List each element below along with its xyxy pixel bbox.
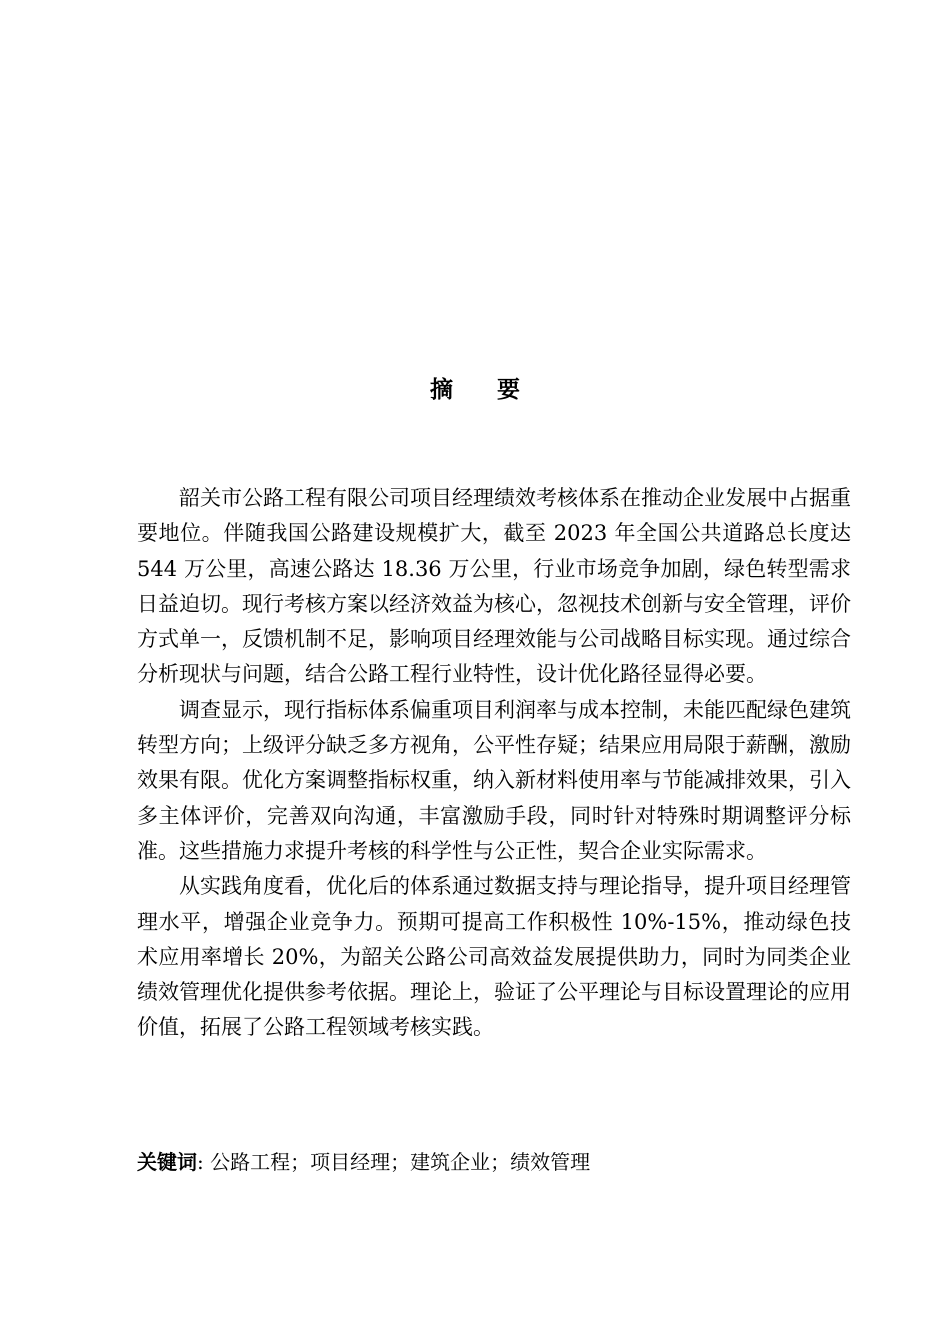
keywords-label: 关键词 [137, 1150, 197, 1174]
abstract-paragraph-2: 调查显示，现行指标体系偏重项目利润率与成本控制，未能匹配绿色建筑转型方向；上级评分缺乏多方视角，公平性存疑；结果应用局限于薪酬，激励效果有限。优化方案调整指标权重，纳入新材料使用率与节能减排效果，引入多主体评价，完善双向沟通，丰富激励手段，同时针对特殊时期调整评分标准。这些措施力求提升考核的科学性与公正性，契合企业实际需求。 [137, 697, 851, 863]
keywords-line [137, 1145, 851, 1179]
abstract-paragraph-1: 韶关市公路工程有限公司项目经理绩效考核体系在推动企业发展中占据重要地位。伴随我国公路建设规模扩大，截至 2023 年全国公共道路总长度达 544 万公里，高速公路达 18.36 万公里，行业市场竞争加剧，绿色转型需求日益迫切。现行考核方案以经济效益为核心，忽视技术创新与安全管理，评价方式单一，反馈机制不足，影响项目经理效能与公司战略目标实现。通过综合分析现状与问题，结合公路工程行业特性，设计优化路径显得必要。 [137, 486, 851, 687]
abstract-body [137, 481, 851, 1046]
abstract-title: 摘 要 [429, 377, 538, 403]
abstract-paragraph-3: 从实践角度看，优化后的体系通过数据支持与理论指导，提升项目经理管理水平，增强企业竞争力。预期可提高工作积极性 10%-15%，推动绿色技术应用率增长 20%，为韶关公路公司高效益发展提供助力，同时为同类企业绩效管理优化提供参考依据。理论上，验证了公平理论与目标设置理论的应用价值，拓展了公路工程领域考核实践。 [137, 874, 851, 1040]
keywords-text: 公路工程；项目经理；建筑企业；绩效管理 [210, 1150, 591, 1174]
keywords-separator: : [197, 1150, 204, 1174]
